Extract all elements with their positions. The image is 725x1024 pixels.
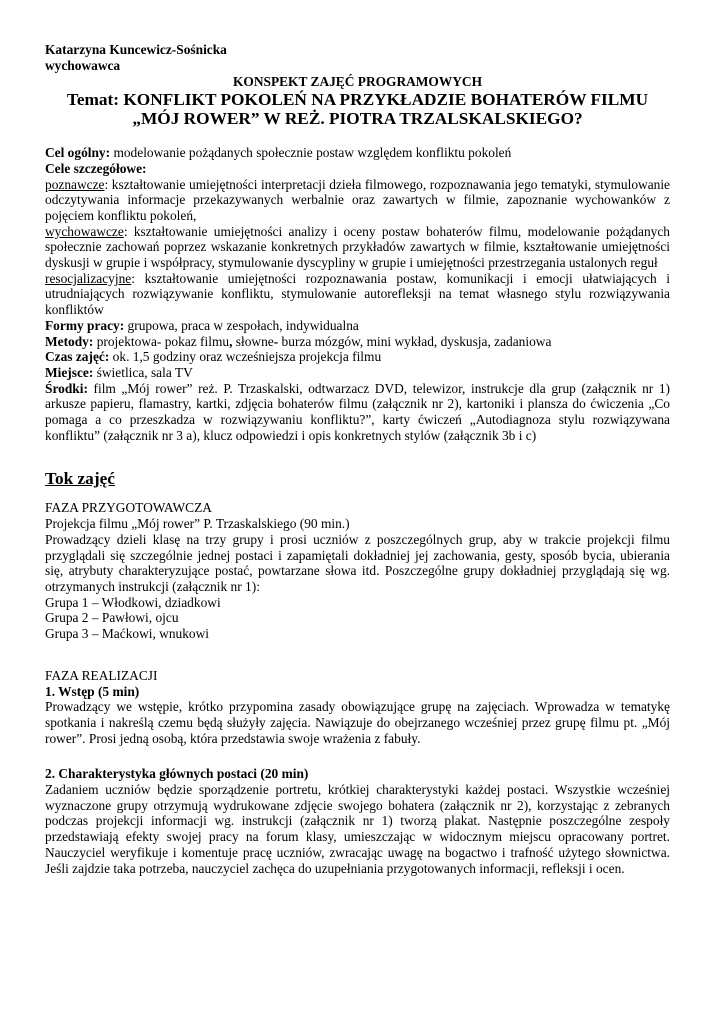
cognitive-goals — [45, 177, 670, 224]
means — [45, 381, 670, 444]
document-page — [45, 42, 670, 876]
place-text: świetlica, sala TV — [93, 364, 193, 380]
topic-line-2: „MÓJ ROWER” W REŻ. PIOTRA TRZALSKALSKIEGO? — [132, 109, 583, 129]
group-item-1: Grupa 1 – Włodkowi, dziadkowi — [45, 594, 221, 610]
work-forms — [45, 318, 670, 334]
group-item-3: Grupa 3 – Maćkowi, wnukowi — [45, 626, 210, 642]
class-time-colon: : — [104, 349, 110, 365]
step-1-title: 1. Wstęp (5 min) — [45, 683, 140, 699]
resocialization-goals — [45, 271, 670, 318]
methods-comma: , — [229, 333, 233, 349]
class-time — [45, 349, 670, 365]
author-role: wychowawca — [45, 57, 121, 73]
class-time-label: Czas zajęć — [45, 349, 105, 365]
means-text: film „Mój rower” reż. P. Trzaskalski, odtwarzacz DVD, telewizor, instrukcje dla grup (załącznik nr 1) arkusze papieru, flamastry, kartki, zdjęcia bohaterów filmu (załącznik nr 2), kartoniki i plansza do ćwiczenia „Co pomaga a co przeszkadza w rozwiązywaniu konfliktu?”, karty ćwiczeń „Autodiagnoza stylu rozwiązywana konfliktu” (załącznik nr 3 a), klucz odpowiedzi i opis konkretnych stylów (załącznik 3b i c) — [45, 380, 670, 443]
step-1-text: Prowadzący we wstępie, krótko przypomina zasady obowiązujące grupę na zajęciach. Wprowadza w tematykę spotkania i nakreślą czemu będą służyły zajęcia. Nawiązuje do obejrzanego wcześniej przez grupę filmu pt. „Mój rower”. Prosi jedną osobą, która przedstawia swoje wrażenia z fabuły. — [45, 699, 670, 746]
group-item-2: Grupa 2 – Pawłowi, ojcu — [45, 610, 179, 626]
work-forms-text: grupowa, praca w zespołach, indywidualna — [124, 317, 359, 333]
educational-goals-label: wychowawcze — [45, 223, 124, 239]
author-name: Katarzyna Kuncewicz-Sośnicka — [45, 42, 227, 57]
methods-dash: - — [273, 333, 279, 349]
place-label: Miejsce: — [45, 364, 94, 380]
preparatory-paragraph: Prowadzący dzieli klasę na trzy grupy i prosi uczniów z poszczególnych grup, aby w trakcie projekcji filmu przyglądali się szczególnie jednej postaci i zapamiętali dokładniej jej zachowania, gesty, sposób bycia, ubierania się, atrybuty charakteryzujące postać, powtarzane słowa itd. Poszczególne grupy dokładniej przyglądają się wg. otrzymanych instrukcji (załącznik nr 1): — [45, 531, 670, 594]
step-2-text: Zadaniem uczniów będzie sporządzenie portretu, krótkiej charakterystyki każdej postaci. Wszystkie wcześniej wyznaczone grupy otrzymują wydrukowane zdjęcie swojego bohatera (załącznik nr 2), korzystając z zebranych podczas projekcji informacji wg. instrukcji (załącznik nr 1) tworzą plakat. Następnie poszczególne zespoły przedstawiają efekty swojej pracy na forum klasy, umieszczając w widocznym miejscu opracowany portret. Nauczyciel weryfikuje i komentuje pracę uczniów, zwracając uwagę na bogactwo i trafność użytego słownictwa. Jeśli zajdzie taka potrzeba, nauczyciel zachęca do uzupełniania przygotowanych informacji, refleksji i ocen. — [45, 782, 670, 876]
resocialization-goals-text: : kształtowanie umiejętności rozpoznawania postaw, komunikacji i emocji ułatwiających i utrudniających rozwiązywanie konfliktu, stymulowanie autorefleksji na temat własnego stylu rozwiązywania konfliktów — [45, 270, 670, 318]
educational-goals — [45, 224, 670, 271]
place — [45, 365, 670, 381]
means-label: Środki: — [45, 380, 88, 396]
methods-text-b: słowne — [232, 333, 274, 349]
methods-text-a: projektowa- pokaz filmu — [93, 333, 230, 349]
document-type: KONSPEKT ZAJĘĆ PROGRAMOWYCH — [233, 74, 482, 90]
class-time-text: ok. 1,5 godziny oraz wcześniejsza projekcja filmu — [109, 349, 382, 365]
course-title: Tok zajęć — [45, 469, 115, 489]
methods-text-c: burza mózgów, mini wykład, dyskusja, zadaniowa — [278, 333, 552, 349]
methods — [45, 334, 670, 350]
specific-goals-label: Cele szczegółowe: — [45, 160, 147, 176]
resocialization-goals-label: resocjalizacyjne — [45, 270, 132, 286]
phase-preparatory-title: FAZA PRZYGOTOWAWCZA — [45, 500, 212, 516]
cognitive-goals-text: : kształtowanie umiejętności interpretacji dzieła filmowego, rozpoznawania jego tematyki, stymulowanie odczytywania informacje przekazywanych werbalnie oraz zawartych w filmie, zapoznanie wychowanków z pojęciem konfliktu pokoleń, — [45, 176, 670, 223]
general-goal-label: Cel ogólny: — [45, 145, 111, 161]
film-projection-line: Projekcja filmu „Mój rower” P. Trzaskalskiego (90 min.) — [45, 516, 350, 532]
step-2-title: 2. Charakterystyka głównych postaci (20 min) — [45, 766, 309, 782]
topic-line-1: Temat: KONFLIKT POKOLEŃ NA PRZYKŁADZIE BOHATERÓW FILMU — [66, 90, 649, 110]
general-goal-text: modelowanie pożądanych społecznie postaw względem konfliktu pokoleń — [110, 145, 512, 161]
cognitive-goals-label: poznawcze — [45, 176, 105, 192]
work-forms-label: Formy pracy: — [45, 317, 125, 333]
phase-realization-title: FAZA REALIZACJI — [45, 667, 158, 683]
general-goal — [45, 145, 670, 161]
methods-label: Metody: — [45, 333, 94, 349]
educational-goals-text: : kształtowanie umiejętności analizy i oceny postaw bohaterów filmu, modelowanie pożądanych społecznie zachowań poprzez wskazanie konkretnych przykładów zawartych w filmie, kształtowanie umiejętności dyskusji w grupie i współpracy, stymulowanie dyscypliny w grupie i umiejętności przestrzegania ustalonych reguł — [45, 223, 670, 271]
